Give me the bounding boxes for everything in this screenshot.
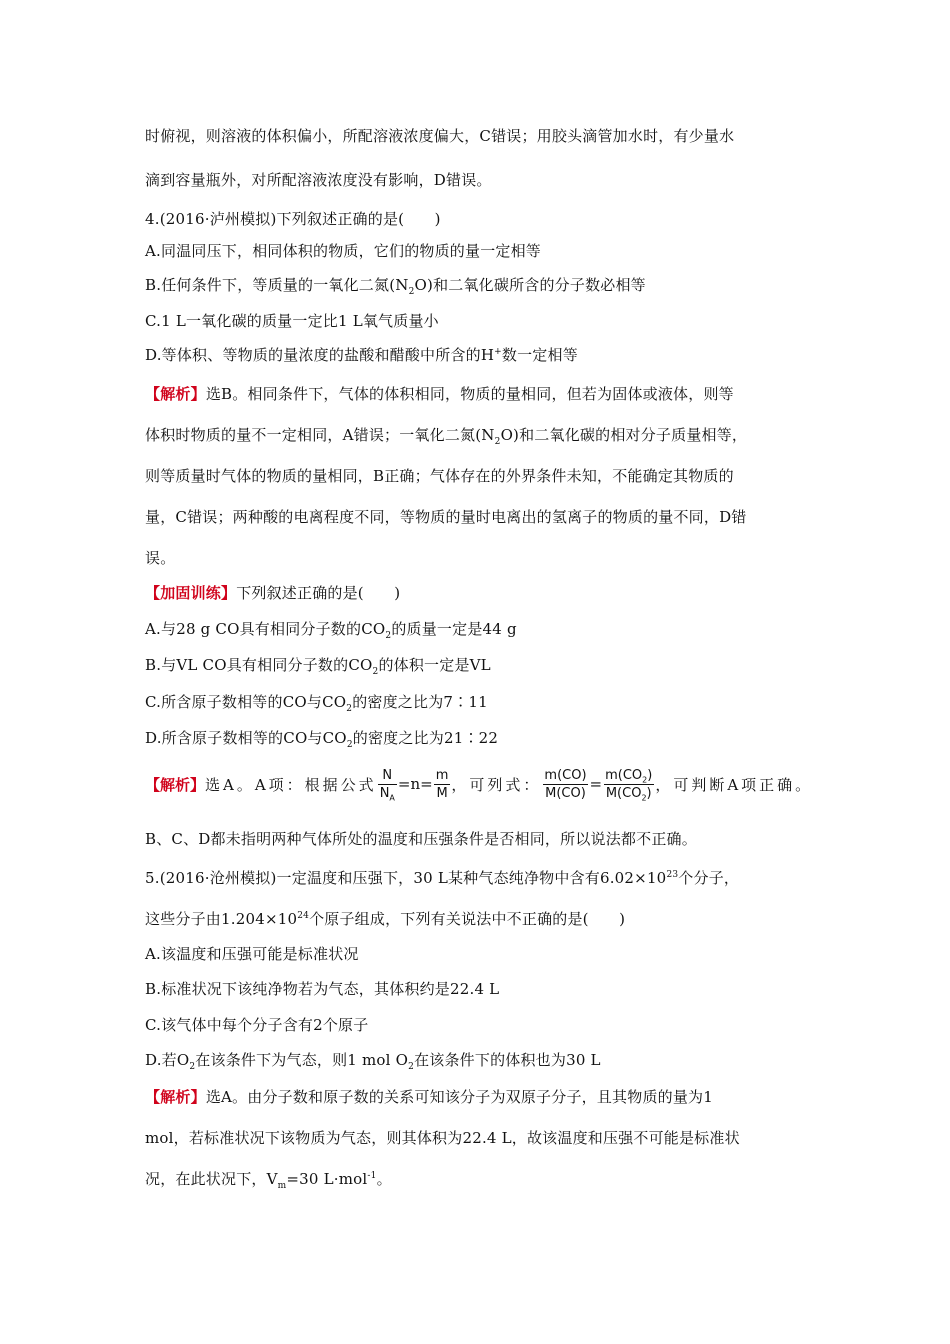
analysis-tag: 【解析】	[145, 775, 206, 794]
practice-option-c: C.所含原子数相等的CO与$CO_2$的密度之比为7∶11	[145, 693, 488, 714]
question-5-analysis-line-1: 【解析】选A。由分子数和原子数的关系可知该分子为双原子分子，且其物质的量为1	[145, 1088, 713, 1106]
prev-analysis-line-1: 时俯视，则溶液的体积偏小，所配溶液浓度偏大，C错误；用胶头滴管加水时，有少量水	[145, 127, 735, 145]
fraction-n-over-na: $\frac{N}{N_A}$	[379, 767, 395, 803]
question-5-analysis-line-3: 况，在此状况下，$V_m=30$ L·mol$^{-1}$。	[145, 1170, 392, 1191]
fraction-m-over-mm: $\frac{m}{M}$	[435, 767, 449, 801]
question-4-analysis-line-1: 【解析】选B。相同条件下，气体的体积相同，物质的量相同，但若为固体或液体，则等	[145, 385, 734, 403]
question-5-stem-line-2: 这些分子由$1.204\times 10^{24}$个原子组成，下列有关说法中不正确的是( )	[145, 910, 626, 928]
question-4-analysis-line-3: 则等质量时气体的物质的量相同，B正确；气体存在的外界条件未知，不能确定其物质的	[145, 467, 734, 485]
question-4-option-b: B.任何条件下，等质量的一氧化二氮$(N_2O)$和二氧化碳所含的分子数必相等	[145, 276, 646, 297]
fraction-co2: $\frac{m(CO_2)}{M(CO_2)}$	[605, 767, 653, 803]
practice-stem: 【加固训练】下列叙述正确的是( )	[145, 584, 401, 602]
question-4-analysis-line-2: 体积时物质的量不一定相同，A错误；一氧化二氮$(N_2O)$和二氧化碳的相对分子质量相等，	[145, 426, 748, 447]
practice-analysis-formula-line: 【解析】 选A。A项：根据公式 $\frac{N}{N_A}$ =n= $\frac{m}{M}$ ，可列式： $\frac{m(CO)}{M(CO)}$ = $\frac{m(CO_2)}{M(CO_2)}$ ，可判断A项正确。	[145, 767, 814, 803]
practice-analysis-line-2: B、C、D都未指明两种气体所处的温度和压强条件是否相同，所以说法都不正确。	[145, 830, 697, 848]
question-5-option-b: B.标准状况下该纯净物若为气态，其体积约是22.4 L	[145, 980, 500, 998]
question-4-analysis-line-5: 误。	[145, 549, 176, 567]
prev-analysis-line-2: 滴到容量瓶外，对所配溶液浓度没有影响，D错误。	[145, 171, 492, 189]
question-5-option-d: D.若$O_2$在该条件下为气态，则1 mol $O_2$在该条件下的体积也为30 L	[145, 1051, 601, 1072]
question-5-option-c: C.该气体中每个分子含有2个原子	[145, 1016, 369, 1034]
question-4-option-c: C.1 L一氧化碳的质量一定比1 L氧气质量小	[145, 312, 439, 330]
fraction-co: $\frac{m(CO)}{M(CO)}$	[544, 767, 587, 801]
question-5-option-a: A.该温度和压强可能是标准状况	[145, 945, 359, 963]
question-4-analysis-line-4: 量，C错误；两种酸的电离程度不同，等物质的量时电离出的氢离子的物质的量不同，D错	[145, 508, 747, 526]
analysis-tag: 【解析】	[145, 1088, 206, 1106]
practice-option-d: D.所含原子数相等的CO与$CO_2$的密度之比为21∶22	[145, 729, 499, 750]
practice-tag: 【加固训练】	[145, 584, 237, 602]
question-5-stem-line-1: 5.(2016·沧州模拟)一定温度和压强下，30 L某种气态纯净物中含有$6.02\times 10^{23}$个分子，	[145, 869, 740, 887]
question-4-stem: 4.(2016·泸州模拟)下列叙述正确的是( )	[145, 210, 441, 228]
practice-option-a: A.与28 g CO具有相同分子数的$CO_2$的质量一定是44 g	[145, 620, 517, 641]
analysis-tag: 【解析】	[145, 385, 206, 403]
question-4-option-d: D.等体积、等物质的量浓度的盐酸和醋酸中所含的H+数一定相等	[145, 346, 578, 364]
question-5-analysis-line-2: mol，若标准状况下该物质为气态，则其体积为22.4 L，故该温度和压强不可能是标准状	[145, 1129, 740, 1147]
question-4-option-a: A.同温同压下，相同体积的物质，它们的物质的量一定相等	[145, 242, 542, 260]
practice-option-b: B.与VL CO具有相同分子数的$CO_2$的体积一定是VL	[145, 656, 491, 677]
